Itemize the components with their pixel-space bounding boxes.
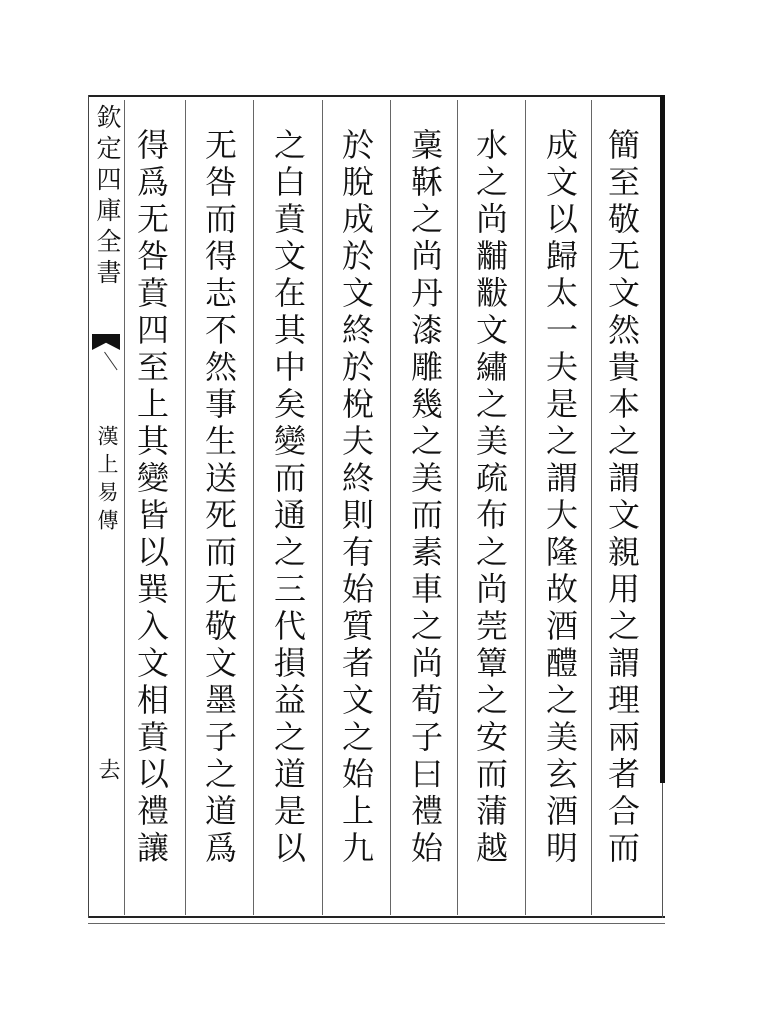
frame-bottom-border xyxy=(88,916,665,918)
frame-top-border xyxy=(88,95,665,97)
text-column-7: 无咎而得志不然事生送死而无敬文墨子之道爲 xyxy=(200,128,238,868)
column-divider xyxy=(525,100,526,915)
frame-right-border-lower xyxy=(662,783,663,918)
series-title: 欽定四庫全書 xyxy=(93,104,122,290)
text-column-3: 水之尚黼黻文繡之美疏布之尚莞簟之安而蒲越 xyxy=(471,128,509,868)
column-divider xyxy=(322,100,323,915)
frame-bottom-inner-border xyxy=(88,923,665,924)
text-column-4: 稾鞂之尚丹漆雕幾之美而素車之尚荀子曰禮始 xyxy=(406,128,444,868)
book-title: 漢上易傳 xyxy=(95,425,119,537)
column-divider xyxy=(253,100,254,915)
column-divider xyxy=(390,100,391,915)
text-column-6: 之白賁文在其中矣變而通之三代損益之道是以 xyxy=(269,128,307,868)
frame-right-border xyxy=(660,95,665,783)
fish-tail-mark xyxy=(92,334,120,350)
text-column-1: 簡至敬无文然貴本之謂文親用之謂理兩者合而 xyxy=(603,128,641,868)
page-number: 去 xyxy=(95,758,120,780)
margin-divider xyxy=(124,100,125,915)
text-column-5: 於脫成於文終於梲夫終則有始質者文之始上九 xyxy=(337,128,375,868)
text-column-2: 成文以歸太一夫是之謂大隆故酒醴之美玄酒明 xyxy=(541,128,579,868)
column-divider xyxy=(457,100,458,915)
fish-tail-line xyxy=(104,352,117,371)
text-column-8: 得爲无咎賁四至上其變皆以巽入文相賁以禮讓 xyxy=(132,128,170,868)
column-divider xyxy=(185,100,186,915)
column-divider xyxy=(591,100,592,915)
frame-left-border xyxy=(88,95,89,918)
